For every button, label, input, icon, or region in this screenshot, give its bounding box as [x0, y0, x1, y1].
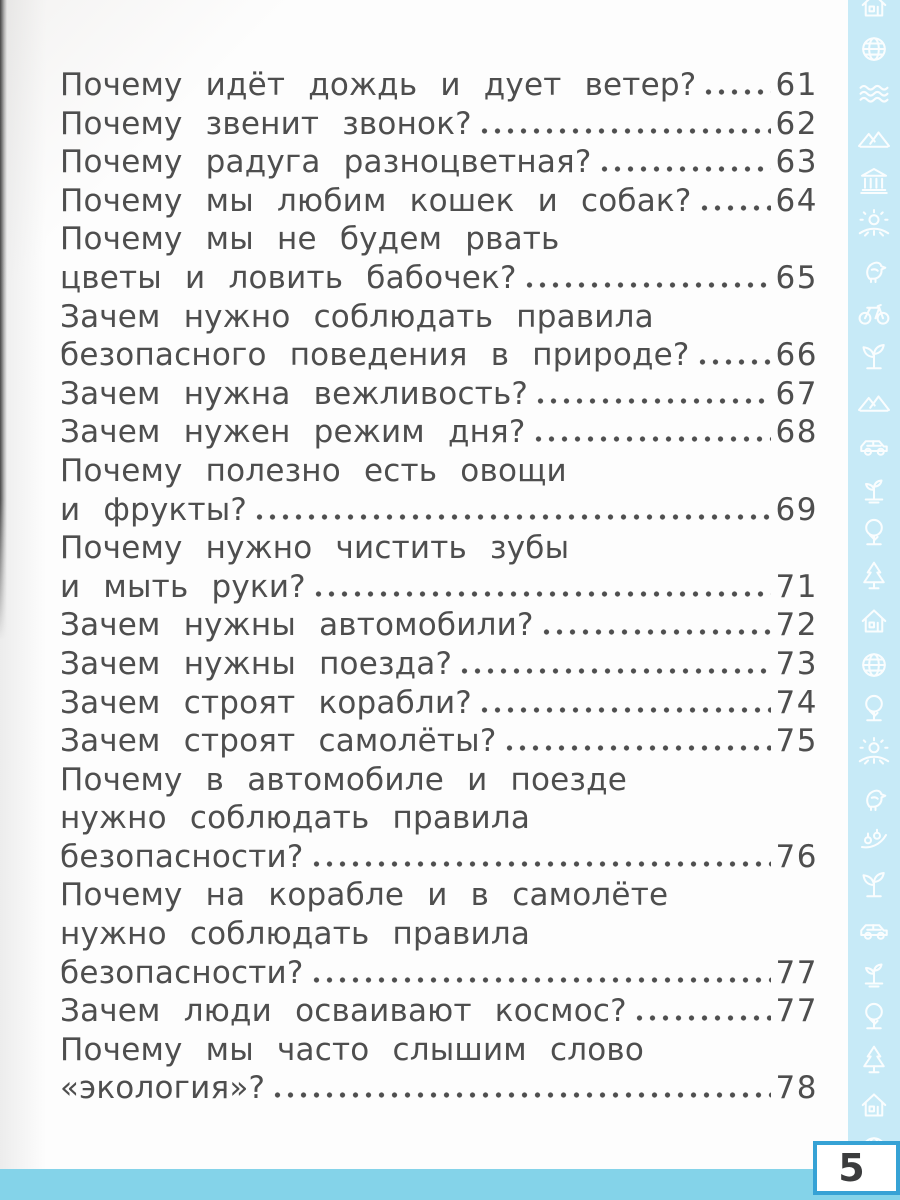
page-number-box — [813, 1141, 900, 1195]
toc-entry-text: и фрукты? — [60, 491, 248, 528]
toc-line — [60, 491, 818, 530]
toc-line — [60, 220, 818, 259]
toc-line — [60, 722, 818, 761]
toc-page-ref: 72 — [775, 607, 818, 644]
toc-line — [60, 452, 818, 491]
tree-icon — [855, 515, 893, 551]
toc-entry-text: Почему идёт дождь и дует ветер? — [60, 67, 697, 103]
leader-dots — [503, 741, 771, 751]
leader-dots — [478, 703, 771, 713]
columns-icon — [855, 163, 893, 199]
leader-dots — [523, 278, 771, 288]
toc-page-ref: 69 — [775, 491, 818, 528]
toc-entry-text: Зачем строят самолёты? — [60, 723, 497, 760]
toc-entry-text: Почему полезно есть овощи — [60, 452, 567, 489]
tree-icon — [855, 999, 893, 1035]
sapling-icon — [855, 955, 893, 991]
toc-page-ref: 76 — [775, 838, 818, 875]
toc-line — [60, 66, 818, 105]
toc-entry-text: нужно соблюдать правила — [60, 916, 531, 953]
toc-entry-text: Зачем нужен режим дня? — [60, 414, 526, 451]
toc-entry-text: Почему на корабле и в самолёте — [60, 877, 669, 914]
toc-page-ref: 64 — [775, 182, 818, 219]
sprout-icon — [855, 867, 893, 903]
toc-entry-text: нужно соблюдать правила — [60, 800, 531, 837]
toc-line — [60, 1031, 818, 1070]
toc-line — [60, 799, 818, 838]
waves-icon — [855, 75, 893, 111]
sprout-icon — [855, 339, 893, 375]
toc-line — [60, 838, 818, 877]
toc-entry-text: Почему нужно чистить зубы — [60, 530, 570, 567]
toc-page-ref: 71 — [775, 568, 818, 605]
toc-entry-text: Зачем строят корабли? — [60, 684, 472, 721]
toc-entry-text: безопасного поведения в природе? — [60, 337, 690, 374]
toc-line — [60, 915, 818, 954]
leader-dots — [253, 510, 770, 520]
toc-page-ref: 66 — [775, 337, 818, 374]
toc-entry-text: Почему мы не будем рвать — [60, 221, 560, 258]
toc-line — [60, 606, 818, 645]
toc-entry-text: Почему в автомобиле и поезде — [60, 761, 628, 798]
toc-page-ref: 65 — [775, 259, 818, 296]
leader-dots — [271, 1088, 770, 1098]
toc-page-ref: 63 — [775, 144, 818, 181]
sapling-icon — [855, 471, 893, 507]
decorative-icon-strip — [848, 0, 900, 1200]
toc-line — [60, 684, 818, 723]
bird-icon — [855, 251, 893, 287]
bird-icon — [855, 779, 893, 815]
leader-dots — [534, 394, 770, 404]
leader-dots — [696, 355, 771, 365]
table-of-contents — [60, 66, 818, 1108]
toc-line — [60, 645, 818, 684]
branch-icon — [855, 823, 893, 859]
toc-line — [60, 568, 818, 607]
leader-dots — [458, 664, 770, 674]
house-icon — [855, 0, 893, 23]
toc-entry-text: безопасности? — [60, 838, 304, 875]
toc-entry-text: Почему звенит звонок? — [60, 105, 472, 142]
globe-icon — [855, 647, 893, 683]
toc-entry-text: Зачем люди осваивают космос? — [60, 993, 627, 1030]
toc-page-ref: 62 — [775, 105, 818, 142]
toc-line — [60, 529, 818, 568]
car-icon — [855, 427, 893, 463]
hills-icon — [855, 383, 893, 419]
toc-entry-text: Почему радуга разноцветная? — [60, 144, 592, 181]
toc-entry-text: цветы и ловить бабочек? — [60, 259, 517, 296]
scan-left-shading — [0, 0, 46, 1170]
bicycle-icon — [855, 295, 893, 331]
toc-line — [60, 182, 818, 221]
car-icon — [855, 911, 893, 947]
toc-entry-text: Зачем нужна вежливость? — [60, 375, 529, 412]
toc-line — [60, 375, 818, 414]
toc-page-ref: 74 — [775, 684, 818, 721]
tree-icon — [855, 691, 893, 727]
house-icon — [855, 603, 893, 639]
leader-dots — [312, 587, 771, 597]
toc-page-ref: 68 — [775, 414, 818, 451]
leader-dots — [540, 625, 771, 635]
toc-page-ref: 73 — [775, 645, 818, 682]
toc-page-ref: 61 — [775, 67, 818, 103]
sun-meadow-icon — [855, 207, 893, 243]
leader-dots — [478, 124, 771, 134]
globe-icon — [855, 31, 893, 67]
toc-entry-text: «экология»? — [60, 1070, 266, 1107]
toc-page-ref: 67 — [775, 375, 818, 412]
toc-line — [60, 992, 818, 1031]
hills-icon — [855, 119, 893, 155]
toc-page-ref: 75 — [775, 723, 818, 760]
page-number: 5 — [838, 1146, 865, 1190]
toc-page-ref: 77 — [775, 954, 818, 991]
scan-dark-edge — [0, 0, 7, 640]
leader-dots — [310, 973, 771, 983]
fir-icon — [855, 1043, 893, 1079]
toc-entry-text: и мыть руки? — [60, 568, 306, 605]
bottom-border-strip — [0, 1169, 900, 1200]
house-icon — [855, 1087, 893, 1123]
toc-line — [60, 298, 818, 337]
fir-icon — [855, 559, 893, 595]
leader-dots — [698, 201, 771, 211]
toc-line — [60, 336, 818, 375]
toc-page-ref: 77 — [775, 993, 818, 1030]
toc-line — [60, 761, 818, 800]
toc-entry-text: Почему мы часто слышим слово — [60, 1031, 645, 1068]
leader-dots — [532, 432, 771, 442]
toc-line — [60, 413, 818, 452]
toc-entry-text: Зачем нужны автомобили? — [60, 607, 534, 644]
toc-line — [60, 105, 818, 144]
leader-dots — [633, 1011, 771, 1021]
toc-line — [60, 876, 818, 915]
leader-dots — [598, 162, 771, 172]
toc-page-ref: 78 — [775, 1070, 818, 1107]
toc-line — [60, 143, 818, 182]
leader-dots — [310, 857, 771, 867]
toc-entry-text: безопасности? — [60, 954, 304, 991]
toc-entry-text: Зачем нужно соблюдать правила — [60, 298, 654, 335]
sun-meadow-icon — [855, 735, 893, 771]
toc-line — [60, 954, 818, 993]
toc-line — [60, 259, 818, 298]
leader-dots — [702, 85, 770, 95]
toc-entry-text: Почему мы любим кошек и собак? — [60, 182, 692, 219]
toc-line — [60, 1069, 818, 1108]
toc-entry-text: Зачем нужны поезда? — [60, 645, 453, 682]
